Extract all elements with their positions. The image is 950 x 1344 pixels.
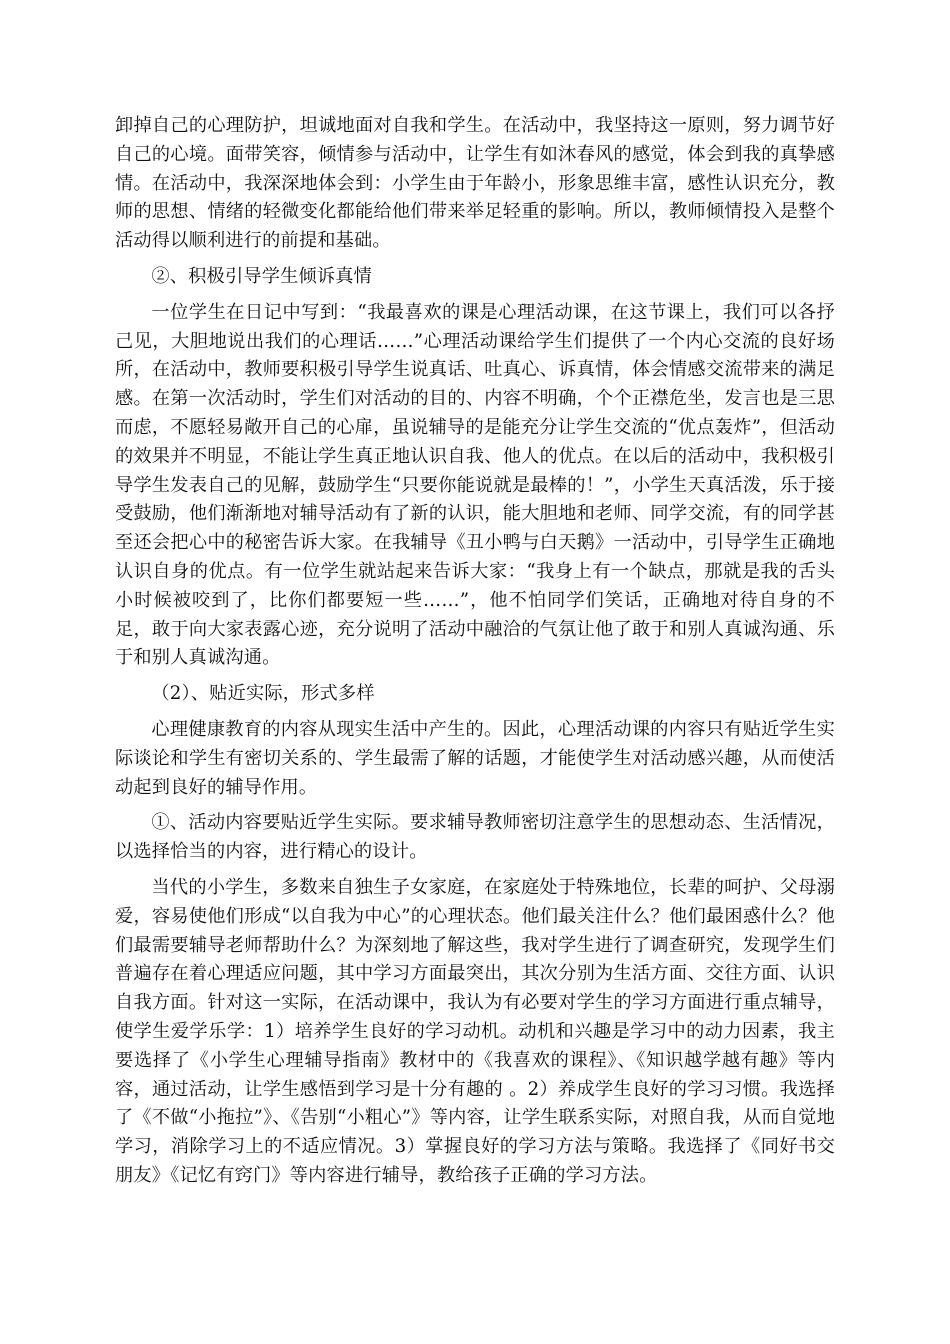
paragraph-content-origin: 心理健康教育的内容从现实生活中产生的。因此，心理活动课的内容只有贴近学生实际谈论和学生有密切关系的、学生最需了解的话题，才能使学生对活动感兴趣，从而使活动起到良好的辅导作用。 [115, 718, 835, 798]
document-page [115, 112, 835, 1191]
subheading-guide-students: ②、积极引导学生倾诉真情 [151, 265, 373, 287]
subheading-content-practical: ①、活动内容要贴近学生实际。要求辅导教师密切注意学生的思想动态、生活情况，以选择恰当的内容，进行精心的设计。 [115, 812, 835, 863]
paragraph-diary-example: 一位学生在日记中写到：“我最喜欢的课是心理活动课，在这节课上，我们可以各抒己见，大胆地说出我们的心理话……”心理活动课给学生们提供了一个内心交流的良好场所，在活动中，教师要积极引导学生说真话、吐真心、诉真情，体会情感交流带来的满足感。在第一次活动时，学生们对活动的目的、内容不明确，个个正襟危坐，发言也是三思而虑，不愿轻易敞开自己的心扉，虽说辅导的是能充分让学生交流的“优点轰炸”，但活动的效果并不明显，不能让学生真正地认识自我、他人的优点。在以后的活动中，我积极引导学生发表自己的见解，鼓励学生“只要你能说就是最棒的！”，小学生天真活泼，乐于接受鼓励，他们渐渐地对辅导活动有了新的认识，能大胆地和老师、同学交流，有的同学甚至还会把心中的秘密告诉大家。在我辅导《丑小鸭与白天鹅》一活动中，引导学生正确地认识自身的优点。有一位学生就站起来告诉大家：“我身上有一个缺点，那就是我的舌头小时候被咬到了，比你们都要短一些……”，他不怕同学们笑话，正确地对待自身的不足，敢于向大家表露心迹，充分说明了活动中融洽的气氛让他了敢于和别人真诚沟通、乐于和别人真诚沟通。 [115, 301, 835, 669]
section-heading-practical: （2）、贴近实际，形式多样 [151, 683, 375, 705]
paragraph-modern-students: 当代的小学生，多数来自独生子女家庭，在家庭处于特殊地位，长辈的呵护、父母溺爱，容易使他们形成“以自我为中心”的心理状态。他们最关注什么？他们最困惑什么？他们最需要辅导老师帮助什么？为深刻地了解这些，我对学生进行了调查研究，发现学生们普遍存在着心理适应问题，其中学习方面最突出，其次分别为生活方面、交往方面、认识自我方面。针对这一实际，在活动课中，我认为有必要对学生的学习方面进行重点辅导，使学生爱学乐学：1）培养学生良好的学习动机。动机和兴趣是学习中的动力因素，我主要选择了《小学生心理辅导指南》教材中的《我喜欢的课程》、《知识越学越有趣》等内容，通过活动，让学生感悟到学习是十分有趣的 。2）养成学生良好的学习习惯。我选择了《不做“小拖拉”》、《告别“小粗心”》等内容，让学生联系实际，对照自我，从而自觉地学习，消除学习上的不适应情况。3）掌握良好的学习方法与策略。我选择了《同好书交朋友》《记忆有窍门》等内容进行辅导，教给孩子正确的学习方法。 [115, 876, 835, 1186]
paragraph-continuation: 卸掉自己的心理防护，坦诚地面对自我和学生。在活动中，我坚持这一原则，努力调节好自己的心境。面带笑容，倾情参与活动中，让学生有如沐春风的感觉，体会到我的真挚感情。在活动中，我深深地体会到：小学生由于年龄小，形象思维丰富，感性认识充分，教师的思想、情绪的轻微变化都能给他们带来举足轻重的影响。所以，教师倾情投入是整个活动得以顺利进行的前提和基础。 [115, 115, 835, 252]
